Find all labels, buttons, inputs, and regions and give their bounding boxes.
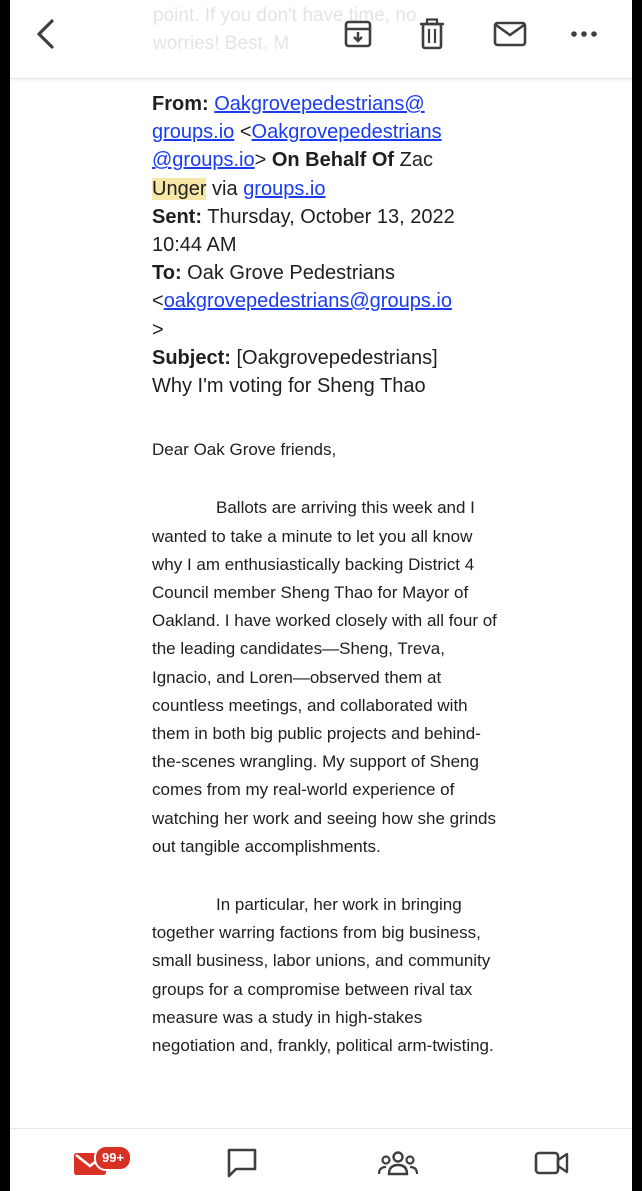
nav-meet[interactable] (528, 1143, 576, 1183)
groups-io-link[interactable]: groups.io (243, 177, 326, 200)
angle-close: > (254, 149, 267, 172)
from-line-2 (152, 118, 502, 146)
scrolled-preview-text: point. If you don't have time, no worries! Best, M (153, 5, 417, 54)
mail-icon (493, 21, 527, 47)
email-content (152, 90, 502, 1060)
greeting: Dear Oak Grove friends, (152, 440, 337, 460)
sent-time: 10:44 AM (152, 234, 237, 257)
sent-line (152, 203, 502, 231)
from-line-1 (152, 90, 502, 118)
archive-icon (343, 19, 373, 49)
email-header-block (152, 90, 502, 400)
email-screen (10, 0, 632, 1191)
from-email2-link[interactable]: Oakgrovepedestrians (251, 121, 442, 144)
video-icon (534, 1150, 570, 1176)
sent-date: Thursday, October 13, 2022 (207, 205, 455, 228)
body-paragraph-2: In particular, her work in bringing together warring factions from big business, small business, labor unions, and community groups for a compromise between rival tax measure was a study in high-stakes negotiation and, frankly, political arm-twisting. (152, 895, 494, 1056)
sent-label: Sent: (152, 205, 202, 228)
to-angle-close: > (152, 318, 164, 341)
mark-unread-button[interactable] (488, 12, 532, 56)
more-options-button[interactable] (562, 12, 606, 56)
from-line-3 (152, 146, 502, 174)
to-angle-open: < (152, 290, 164, 313)
delete-button[interactable] (410, 12, 454, 56)
to-email-link[interactable]: oakgrovepedestrians@groups.io (163, 290, 452, 313)
to-email-line (152, 287, 502, 315)
subject-line (152, 344, 502, 372)
on-behalf-label: On Behalf Of (271, 149, 395, 172)
from-email2-link-cont[interactable]: @groups.io (152, 149, 255, 172)
sender-first-name: Zac (399, 149, 433, 172)
top-toolbar (10, 0, 632, 79)
from-email-link-cont[interactable]: groups.io (152, 121, 235, 144)
chat-icon (225, 1147, 259, 1179)
nav-chat[interactable] (218, 1143, 266, 1183)
angle-open: < (239, 121, 252, 144)
body-paragraph-1: Ballots are arriving this week and I wanted to take a minute to let you all know why I am enthusiastically backing District 4 Council member Sheng Thao for Mayor of Oakland. I have worked closely with all four of the leading candidates—Sheng, Treva, Ignacio, and Loren—observed them at countless meetings, and collaborated with them in both big public projects and behind-the-scenes wrangling. My support of Sheng comes from my real-world experience of watching her work and seeing how she grinds out tangible accomplishments. (152, 498, 497, 856)
chevron-left-icon (33, 17, 59, 51)
subject-text: Why I'm voting for Sheng Thao (152, 375, 426, 398)
nav-spaces[interactable] (374, 1143, 422, 1183)
people-icon (378, 1149, 418, 1177)
subject-tag: [Oakgrovepedestrians] (236, 346, 438, 369)
to-label: To: (152, 262, 182, 285)
sender-last-name: Unger (152, 177, 207, 200)
more-horizontal-icon (570, 29, 598, 39)
back-button[interactable] (24, 12, 68, 56)
from-line-4 (152, 175, 502, 203)
trash-icon (418, 18, 446, 50)
bottom-navigation (10, 1128, 632, 1191)
unread-count-badge: 99+ (94, 1145, 132, 1171)
to-name: Oak Grove Pedestrians (187, 262, 396, 285)
from-email-link[interactable]: Oakgrovepedestrians@ (214, 93, 425, 115)
via-text: via (212, 177, 238, 200)
to-line (152, 259, 502, 287)
email-body (152, 436, 502, 1060)
subject-label: Subject: (152, 346, 231, 369)
archive-button[interactable] (336, 12, 380, 56)
from-label: From: (152, 93, 209, 115)
